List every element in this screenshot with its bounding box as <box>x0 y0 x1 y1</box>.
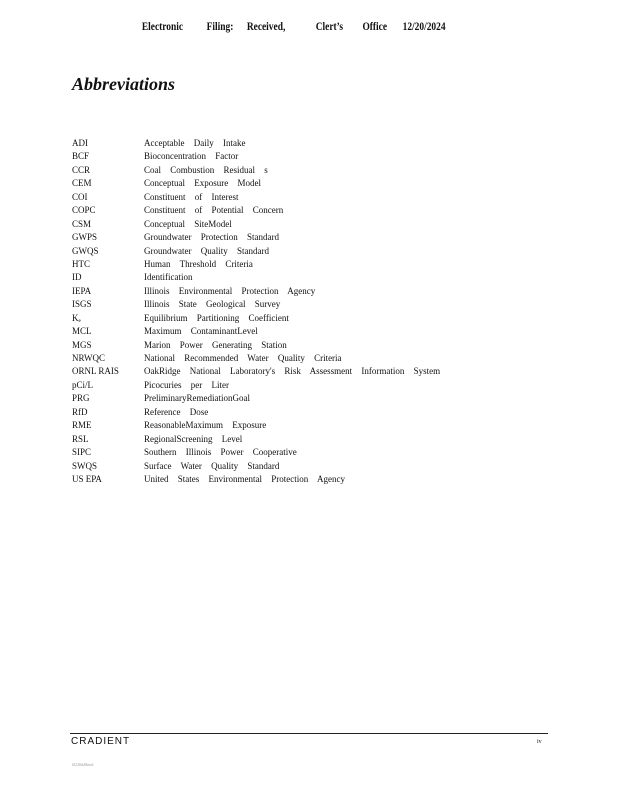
header-date: 12/20/2024 <box>402 21 446 33</box>
page-number: iv <box>537 739 542 745</box>
abbreviation-term: pCi/L <box>72 379 94 390</box>
abbreviation-definition: Reference Dose <box>144 406 209 417</box>
abbreviation-definition: Conceptual SiteModel <box>144 218 232 229</box>
abbreviation-row <box>72 258 532 271</box>
abbreviation-definition: Conceptual Exposure Model <box>144 178 261 189</box>
abbreviation-term: GWQS <box>72 245 99 256</box>
abbreviation-row <box>72 419 532 432</box>
abbreviation-term: RME <box>72 420 92 431</box>
abbreviation-row <box>72 460 532 473</box>
abbreviation-definition: Coal Combustion Residual s <box>144 164 268 175</box>
abbreviation-row <box>72 433 532 446</box>
abbreviation-definition: Surface Water Quality Standard <box>144 460 280 471</box>
abbreviation-term: COI <box>72 191 88 202</box>
abbreviation-row <box>72 312 532 325</box>
abbreviation-term: CEM <box>72 178 92 189</box>
abbreviation-definition: Southern Illinois Power Cooperative <box>144 447 297 458</box>
abbreviation-definition: National Recommended Water Quality Criteria <box>144 353 342 363</box>
abbreviation-definition: RegionalScreening Level <box>144 433 243 444</box>
abbreviation-term: GWPS <box>72 232 98 243</box>
abbreviation-definition: Bioconcentration Factor <box>144 151 239 162</box>
abbreviation-definition: Maximum ContaminantLevel <box>144 326 258 337</box>
abbreviation-term: IEPA <box>72 285 92 296</box>
abbreviation-term: NRWQC <box>72 353 106 363</box>
abbreviation-row <box>72 271 532 284</box>
footer-divider <box>70 733 548 734</box>
abbreviation-term: MGS <box>72 339 92 350</box>
abbreviation-row <box>72 204 532 217</box>
abbreviation-row <box>72 365 532 378</box>
abbreviation-term: BCF <box>72 151 90 162</box>
abbreviation-row <box>72 446 532 459</box>
abbreviation-term: HTC <box>72 258 90 269</box>
abbreviation-definition: United States Environmental Protection Agency <box>144 473 345 484</box>
abbreviation-term: ADI <box>72 138 88 148</box>
abbreviation-term: PRG <box>72 393 90 404</box>
header-filing: Filing: <box>206 21 234 33</box>
abbreviation-row <box>72 150 532 163</box>
abbreviation-row <box>72 164 532 177</box>
abbreviation-definition: Constituent of Potential Concern <box>144 205 284 216</box>
abbreviation-definition: Illinois Environmental Protection Agency <box>144 285 316 296</box>
abbreviation-term: Kₑ <box>72 312 81 323</box>
header-clerks: Clert’s <box>315 21 344 33</box>
abbreviation-row <box>72 379 532 392</box>
abbreviation-row <box>72 325 532 338</box>
abbreviation-term: ID <box>72 272 82 283</box>
header-office: Office <box>362 21 388 33</box>
header-electronic: Electronic <box>141 21 184 33</box>
abbreviation-row <box>72 406 532 419</box>
abbreviation-term: ORNL RAIS <box>72 366 119 377</box>
abbreviation-term: CSM <box>72 218 92 229</box>
page-title: Abbreviations <box>72 74 176 94</box>
abbreviation-definition: Marion Power Generating Station <box>144 339 287 350</box>
abbreviation-row <box>72 231 532 244</box>
abbreviation-definition: ReasonableMaximum Exposure <box>144 420 267 431</box>
abbreviation-term: US EPA <box>72 473 102 484</box>
abbreviation-definition: Acceptable Daily Intake <box>144 138 246 148</box>
abbreviation-row <box>72 392 532 405</box>
abbreviation-term: RSL <box>72 433 89 444</box>
abbreviation-definition: PreliminaryRemediationGoal <box>144 393 250 404</box>
abbreviation-row <box>72 191 532 204</box>
company-logo: CRADIENT <box>71 736 131 747</box>
abbreviation-row <box>72 245 532 258</box>
abbreviation-definition: Equilibrium Partitioning Coefficient <box>144 312 289 323</box>
filing-header <box>0 21 507 37</box>
abbreviation-row <box>72 339 532 352</box>
abbreviation-row <box>72 298 532 311</box>
abbreviation-row <box>72 137 532 150</box>
abbreviation-term: SIPC <box>72 447 92 458</box>
abbreviation-row <box>72 473 532 486</box>
abbreviation-definition: Groundwater Protection Standard <box>144 232 279 243</box>
abbreviation-row <box>72 177 532 190</box>
abbreviation-term: RfD <box>72 406 88 417</box>
header-received: Received, <box>246 21 286 33</box>
abbreviation-term: SWQS <box>72 460 98 471</box>
abbreviation-row <box>72 218 532 231</box>
abbreviation-term: CCR <box>72 164 91 175</box>
abbreviation-row <box>72 352 532 365</box>
document-footnote: i0220d4&ind <box>72 762 94 767</box>
abbreviation-definition: OakRidge National Laboratory's Risk Assessment Information System <box>144 366 441 377</box>
abbreviation-definition: Illinois State Geological Survey <box>144 299 281 310</box>
abbreviation-definition: Picocuries per Liter <box>144 379 229 390</box>
abbreviation-row <box>72 285 532 298</box>
abbreviation-list <box>72 137 532 486</box>
abbreviation-term: MCL <box>72 326 92 337</box>
abbreviation-definition: Groundwater Quality Standard <box>144 245 269 256</box>
abbreviation-term: ISGS <box>72 299 92 310</box>
abbreviation-definition: Identification <box>144 272 193 283</box>
abbreviation-definition: Human Threshold Criteria <box>144 258 253 269</box>
abbreviation-definition: Constituent of Interest <box>144 191 239 202</box>
abbreviation-term: COPC <box>72 205 96 216</box>
